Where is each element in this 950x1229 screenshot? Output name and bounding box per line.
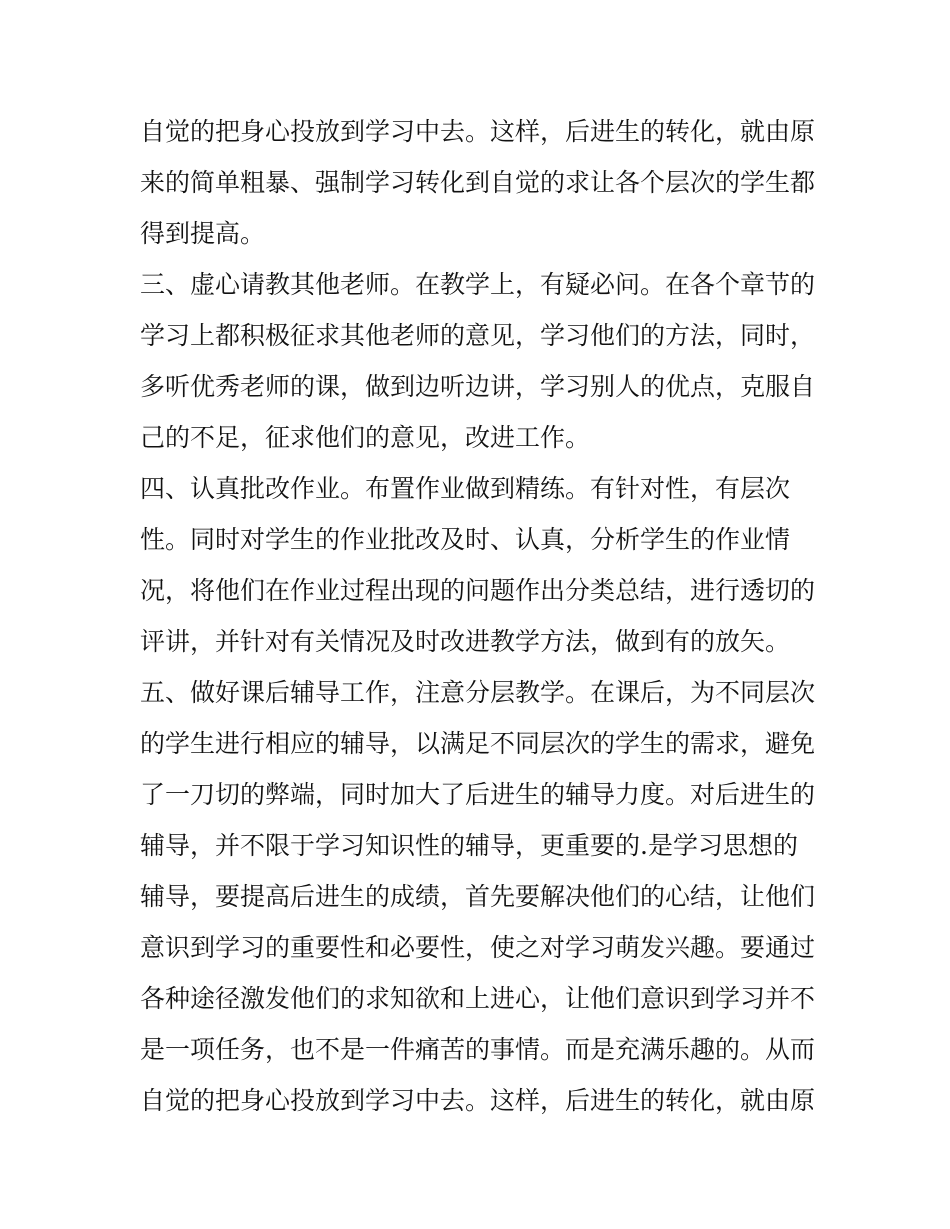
text-line: 多听优秀老师的课，做到边听边讲，学习别人的优点，克服自 xyxy=(140,372,816,401)
text-line: 了一刀切的弊端，同时加大了后进生的辅导力度。对后进生的 xyxy=(140,780,816,809)
text-line: 况，将他们在作业过程出现的问题作出分类总结，进行透切的 xyxy=(140,576,816,605)
text-line: 己的不足，征求他们的意见，改进工作。 xyxy=(140,423,591,452)
text-line: 性。同时对学生的作业批改及时、认真，分析学生的作业情 xyxy=(140,525,791,554)
text-line: 辅导，并不限于学习知识性的辅导，更重要的.是学习思想的 xyxy=(140,831,798,860)
text-line: 三、虚心请教其他老师。在教学上，有疑必问。在各个章节的 xyxy=(140,270,816,299)
text-line: 自觉的把身心投放到学习中去。这样，后进生的转化，就由原 xyxy=(140,1086,816,1115)
text-line: 的学生进行相应的辅导，以满足不同层次的学生的需求，避免 xyxy=(140,729,816,758)
text-line: 辅导，要提高后进生的成绩，首先要解决他们的心结，让他们 xyxy=(140,882,816,911)
text-line: 各种途径激发他们的求知欲和上进心，让他们意识到学习并不 xyxy=(140,984,816,1013)
text-line: 自觉的把身心投放到学习中去。这样，后进生的转化，就由原 xyxy=(140,117,816,146)
body-text xyxy=(140,106,840,1126)
text-line: 评讲，并针对有关情况及时改进教学方法，做到有的放矢。 xyxy=(140,627,791,656)
text-line: 学习上都积极征求其他老师的意见，学习他们的方法，同时， xyxy=(140,321,816,350)
text-line: 意识到学习的重要性和必要性，使之对学习萌发兴趣。要通过 xyxy=(140,933,816,962)
text-line: 四、认真批改作业。布置作业做到精练。有针对性，有层次 xyxy=(140,474,791,503)
text-line: 是一项任务，也不是一件痛苦的事情。而是充满乐趣的。从而 xyxy=(140,1035,816,1064)
text-line: 来的简单粗暴、强制学习转化到自觉的求让各个层次的学生都 xyxy=(140,168,816,197)
text-line: 五、做好课后辅导工作，注意分层教学。在课后，为不同层次 xyxy=(140,678,816,707)
text-line: 得到提高。 xyxy=(140,219,266,248)
